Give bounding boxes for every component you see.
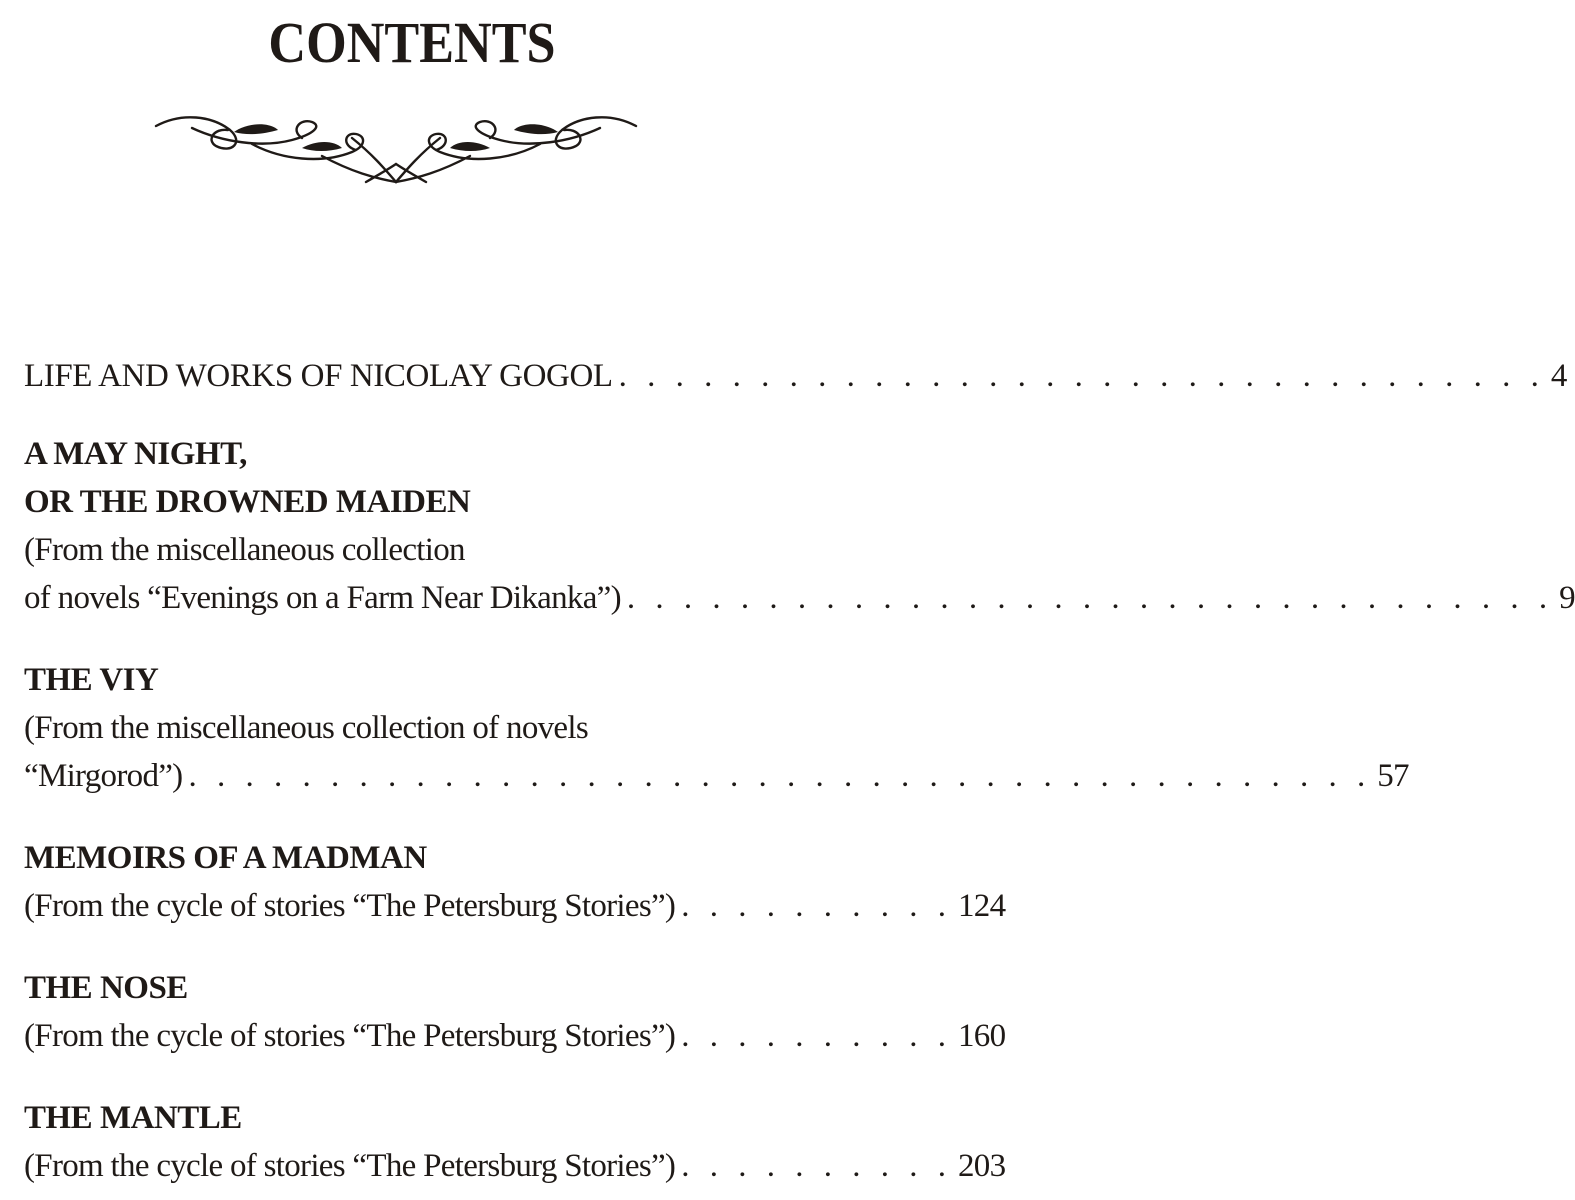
page-title: CONTENTS [268,10,556,75]
toc-entry-memoirs-of-a-madman[interactable] [24,834,1006,930]
toc-entry-the-mantle[interactable] [24,1094,1006,1190]
entry-note: of novels “Evenings on a Farm Near Dikanka”) [24,580,621,616]
page-number: 203 [957,1148,1006,1184]
entry-heading: MEMOIRS OF A MADMAN [24,840,427,876]
toc-entry-the-nose[interactable] [24,964,1006,1060]
dot-leader: . . . . . . . . . . [681,1148,952,1184]
toc-entry-the-viy[interactable] [24,656,1409,800]
toc-entry-a-may-night[interactable] [24,430,1575,622]
entry-note: (From the cycle of stories “The Petersburg Stories”) [24,888,676,924]
dot-leader: . . . . . . . . . . . . . . . . . . . . . . . . . . . . . . . . . [618,358,1545,394]
dot-leader: . . . . . . . . . . [681,1018,952,1054]
entry-heading: A MAY NIGHT, [24,436,247,472]
entry-title: LIFE AND WORKS OF NICOLAY GOGOL [24,358,613,394]
page-number: 4 [1550,358,1568,394]
entry-heading: THE VIY [24,662,159,698]
entry-note: “Mirgorod”) [24,758,183,794]
page-number: 124 [957,888,1006,924]
entry-heading: OR THE DROWNED MAIDEN [24,484,471,520]
dot-leader: . . . . . . . . . . . . . . . . . . . . . . . . . . . . . . . . . [626,580,1554,616]
entry-heading: THE NOSE [24,970,188,1006]
entry-note: (From the miscellaneous collection [24,532,465,568]
dot-leader: . . . . . . . . . . . . . . . . . . . . . . . . . . . . . . . . . . . . . . . . . . [188,758,1372,794]
page-number: 9 [1559,580,1575,616]
page-number: 57 [1377,758,1409,794]
entry-heading: THE MANTLE [24,1100,242,1136]
entry-note: (From the miscellaneous collection of novels [24,710,588,746]
entry-note: (From the cycle of stories “The Petersburg Stories”) [24,1148,676,1184]
entry-note: (From the cycle of stories “The Petersburg Stories”) [24,1018,676,1054]
toc-entry-life-and-works[interactable] [24,352,1568,400]
table-of-contents [24,352,1575,1190]
page-number: 160 [957,1018,1006,1054]
flourish-divider-icon [152,108,640,188]
dot-leader: . . . . . . . . . . [681,888,952,924]
